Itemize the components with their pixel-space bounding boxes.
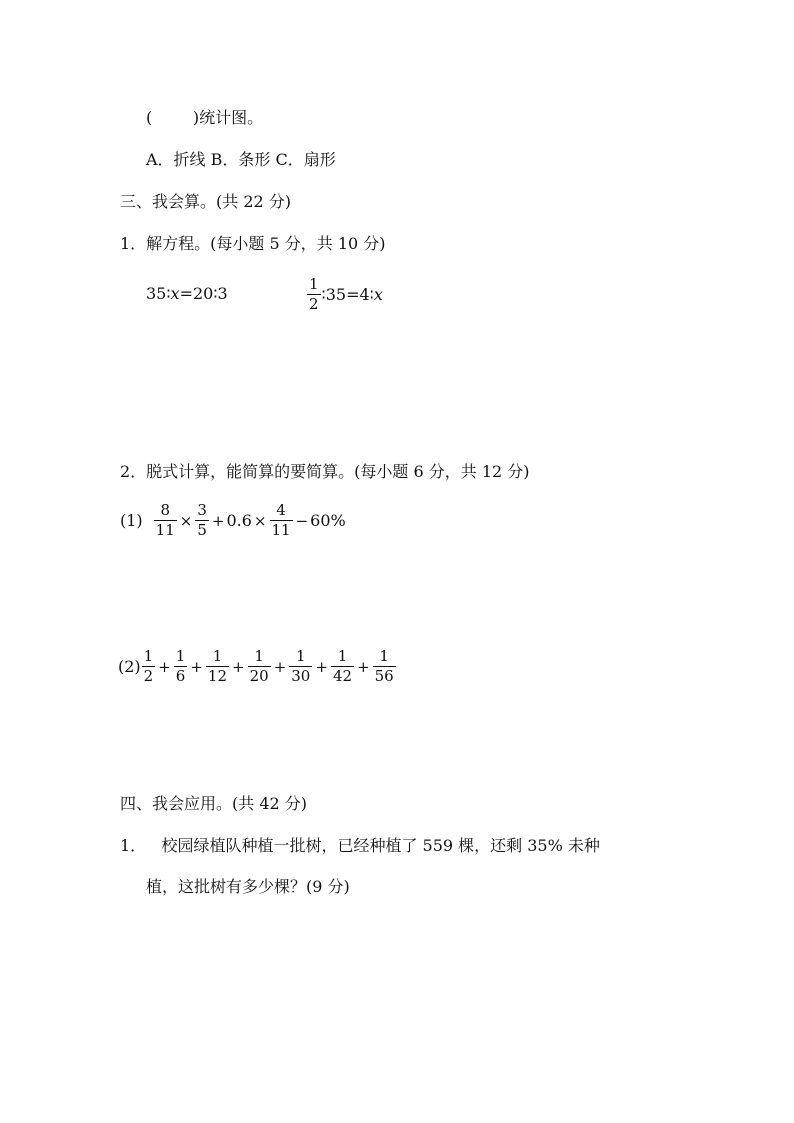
fraction bbox=[206, 648, 229, 685]
fraction-numerator: 1 bbox=[296, 647, 306, 665]
fraction-denominator: 42 bbox=[332, 667, 353, 685]
times-sign: × bbox=[179, 511, 193, 530]
fraction bbox=[174, 648, 188, 685]
equation-2-fraction bbox=[307, 276, 321, 313]
question-options: A．折线 B．条形 C．扇形 bbox=[146, 150, 336, 169]
fraction-denominator: 5 bbox=[197, 521, 207, 539]
plus-sign: + bbox=[232, 657, 245, 676]
fraction-numerator: 1 bbox=[175, 647, 186, 665]
fraction bbox=[248, 648, 271, 685]
section-three-title: 三、我会算。(共 22 分) bbox=[120, 192, 292, 211]
fraction bbox=[154, 502, 177, 539]
fraction bbox=[195, 502, 209, 539]
fraction-denominator: 11 bbox=[155, 521, 175, 539]
fraction-numerator: 4 bbox=[276, 501, 286, 519]
fraction-denominator: 30 bbox=[291, 667, 311, 685]
plus-sign: + bbox=[158, 657, 171, 676]
fraction-denominator: 2 bbox=[309, 295, 319, 313]
fraction-numerator: 8 bbox=[160, 501, 170, 519]
calculation-problem-1 bbox=[120, 502, 346, 539]
calculation-problem-2 bbox=[118, 648, 397, 685]
fraction-numerator: 1 bbox=[212, 647, 223, 665]
fraction bbox=[270, 502, 293, 539]
equation-1-term: 35 bbox=[146, 284, 167, 303]
problem-2-answer-space[interactable] bbox=[120, 705, 680, 785]
problem-2-label: (2) bbox=[118, 657, 141, 676]
fraction-numerator: 1 bbox=[254, 647, 264, 665]
fraction bbox=[289, 648, 312, 685]
equations-question-title: 1．解方程。(每小题 5 分，共 10 分) bbox=[120, 234, 386, 253]
fraction-denominator: 6 bbox=[175, 667, 186, 685]
fraction-numerator: 1 bbox=[309, 275, 319, 293]
plus-sign: + bbox=[190, 657, 203, 676]
plus-sign: + bbox=[357, 657, 370, 676]
fraction-numerator: 1 bbox=[379, 647, 389, 665]
fraction-numerator: 3 bbox=[197, 501, 207, 519]
calculation-question-title: 2．脱式计算，能简算的要简算。(每小题 6 分，共 12 分) bbox=[120, 462, 530, 481]
times-sign: × bbox=[253, 511, 267, 530]
plus-sign: + bbox=[315, 657, 328, 676]
fraction bbox=[142, 648, 156, 685]
section-four-title: 四、我会应用。(共 42 分) bbox=[120, 794, 308, 813]
equation-answer-space[interactable] bbox=[120, 330, 680, 450]
word-problem-line-2: 植，这批树有多少棵？(9 分) bbox=[146, 877, 350, 896]
fraction bbox=[373, 648, 396, 685]
plus-sign: + bbox=[273, 657, 287, 676]
minus-sign: − bbox=[295, 511, 309, 530]
equation-2-rest: ∶35=4∶ bbox=[321, 285, 374, 304]
equation-1-colon: ∶ bbox=[166, 284, 171, 303]
plus-sign: + bbox=[211, 511, 225, 530]
fraction-denominator: 20 bbox=[249, 667, 269, 685]
fraction-denominator: 11 bbox=[271, 521, 291, 539]
equation-1-variable: x bbox=[170, 284, 180, 303]
problem-1-answer-space[interactable] bbox=[120, 556, 680, 636]
fraction-numerator: 1 bbox=[143, 647, 154, 665]
percent-term: 60% bbox=[310, 511, 346, 530]
equation-2 bbox=[306, 276, 383, 313]
fraction-denominator: 56 bbox=[374, 667, 394, 685]
question-blank-line: ( )统计图。 bbox=[146, 108, 264, 127]
word-problem-answer-space[interactable] bbox=[120, 915, 680, 1095]
equation-1-rest: =20∶3 bbox=[179, 284, 228, 303]
equation-1 bbox=[146, 284, 228, 303]
fraction bbox=[331, 648, 354, 685]
problem-1-label: (1) bbox=[120, 511, 143, 530]
word-problem-line-1: 1． 校园绿植队种植一批树，已经种植了 559 棵，还剩 35% 未种 bbox=[120, 836, 600, 855]
decimal-term: 0.6 bbox=[226, 511, 252, 530]
fraction-numerator: 1 bbox=[337, 647, 348, 665]
fraction-denominator: 12 bbox=[207, 667, 228, 685]
fraction-denominator: 2 bbox=[143, 667, 154, 685]
equation-2-variable: x bbox=[373, 285, 383, 304]
